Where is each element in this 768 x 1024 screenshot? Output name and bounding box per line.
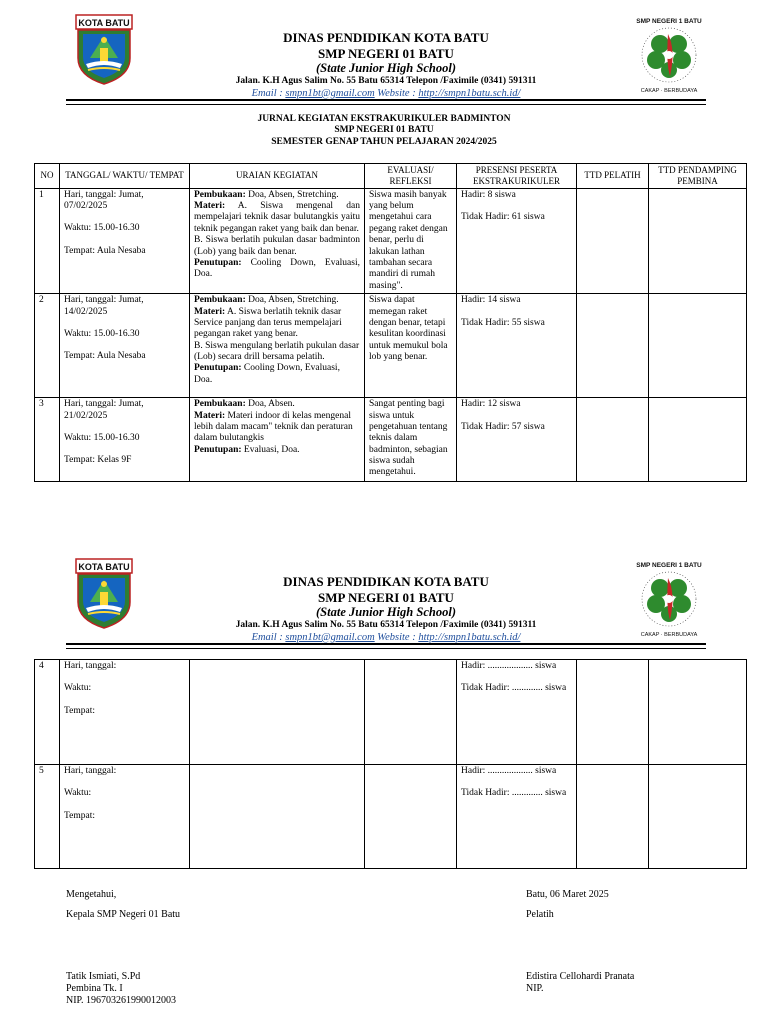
row-tempat: Tempat: Aula Nesaba [64, 245, 146, 256]
row-no: 2 [35, 294, 60, 398]
materi-text: Materi indoor di kelas mengenal lebih dalam macam" teknik dan peraturan dalam bulutangkis [194, 410, 353, 444]
svg-text:SMP NEGERI 1 BATU: SMP NEGERI 1 BATU [636, 18, 702, 25]
journal-title [66, 114, 702, 148]
penutupan-text: Cooling Down, Evaluasi, Doa. [194, 363, 340, 385]
row-evaluasi: Siswa dapat memegan raket dengan benar, tetapi kesulitan koordinasi untuk memukul bola lob yang benar. [365, 294, 457, 398]
row-hadir: Hadir: 14 siswa [461, 295, 521, 306]
row-tanggal [60, 765, 190, 869]
col-header-tanggal: TANGGAL/ WAKTU/ TEMPAT [60, 164, 190, 189]
row-tanggal [60, 660, 190, 765]
sign-left-line1: Mengetahui, [66, 889, 117, 900]
row-tempat: Tempat: Aula Nesaba [64, 351, 146, 362]
col-header-presensi: PRESENSI PESERTA EKSTRAKURIKULER [457, 164, 577, 189]
title-line-3: SEMESTER GENAP TAHUN PELAJARAN 2024/2025 [271, 136, 497, 147]
row-hari: Hari, tanggal: Jumat, 07/02/2025 [64, 189, 144, 211]
pembukaan-text: Doa, Absen. [245, 399, 295, 410]
row-no: 5 [35, 765, 60, 869]
kota-batu-logo [74, 14, 134, 86]
row-hari: Hari, tanggal: Jumat, 21/02/2025 [64, 399, 144, 421]
pembukaan-label: Pembukaan: [194, 399, 246, 410]
email-label: Email : [251, 631, 286, 643]
row-tempat: Tempat: [64, 810, 95, 821]
row-tempat: Tempat: Kelas 9F [64, 455, 132, 466]
row-waktu: Waktu: [64, 788, 92, 799]
title-line-2: SMP NEGERI 01 BATU [334, 125, 434, 136]
logo-left-text: KOTA BATU [78, 18, 130, 28]
website-link[interactable]: http://smpn1batu.sch.id/ [418, 87, 521, 99]
row-presensi [457, 398, 577, 482]
email-link[interactable]: smpn1bt@gmail.com [285, 631, 375, 643]
materi-text: A. Siswa berlatih teknik dasar Service panjang dan terus mempelajari pegangan raket yang benar. [194, 306, 342, 340]
table-header-row [35, 164, 747, 189]
penutupan-label: Penutupan: [194, 363, 242, 374]
row-tanggal [60, 294, 190, 398]
sign-right-name: Edistira Cellohardi Pranata [526, 971, 635, 982]
table-row [35, 294, 747, 398]
svg-text:SMP NEGERI 1 BATU: SMP NEGERI 1 BATU [636, 562, 702, 569]
row-hadir: Hadir: ................... siswa [461, 766, 557, 776]
school-header [156, 574, 616, 644]
col-header-no: NO [35, 164, 60, 189]
sign-right-date: Batu, 06 Maret 2025 [526, 889, 609, 900]
agency-name: DINAS PENDIDIKAN KOTA BATU [283, 30, 489, 45]
website-link[interactable]: http://smpn1batu.sch.id/ [418, 631, 521, 643]
sign-left-nip: NIP. 196703261990012003 [66, 995, 177, 1006]
smpn1-batu-logo [628, 14, 710, 96]
row-ttd-pelatih[interactable] [577, 398, 649, 482]
materi-label: Materi: [194, 410, 226, 421]
sign-left-rank: Pembina Tk. I [66, 983, 123, 994]
row-ttd-pelatih[interactable] [577, 188, 649, 294]
school-subtitle: (State Junior High School) [316, 61, 456, 76]
row-tidak-hadir: Tidak Hadir: 55 siswa [461, 317, 545, 328]
row-evaluasi[interactable] [365, 765, 457, 869]
signature-right-name-block [526, 971, 634, 995]
school-header [156, 30, 616, 100]
row-tidak-hadir: Tidak Hadir: ............. siswa [461, 788, 567, 799]
row-waktu: Waktu: [64, 683, 92, 694]
journal-table [34, 163, 747, 482]
row-tanggal [60, 188, 190, 294]
row-evaluasi: Sangat penting bagi siswa untuk pengetahuan tentang teknis dalam badminton, sebagian siswa sudah mengetahui. [365, 398, 457, 482]
row-hari: Hari, tanggal: [64, 766, 117, 776]
logo-left-text: KOTA BATU [78, 562, 130, 572]
penutupan-label: Penutupan: [194, 444, 242, 455]
row-uraian [190, 188, 365, 294]
pembukaan-text: Doa, Absen, Stretching. [245, 295, 339, 306]
title-line-1: JURNAL KEGIATAN EKSTRAKURIKULER BADMINTON [257, 114, 511, 124]
row-evaluasi: Siswa masih banyak yang belum mengetahui cara pegang raket dengan benar, perlu di lakukan lathan tambahan secara mandiri di rumah masing". [365, 188, 457, 294]
svg-text:CAKAP · BERBUDAYA: CAKAP · BERBUDAYA [640, 88, 698, 94]
header-rule [66, 99, 706, 105]
row-presensi [457, 294, 577, 398]
row-ttd-pelatih[interactable] [577, 660, 649, 765]
materi-b-text: B. Siswa berlatih pukulan dasar badminton (Lob) yang baik dan benar. [194, 235, 360, 257]
header-rule [66, 643, 706, 649]
row-no: 4 [35, 660, 60, 765]
row-ttd-pendamping[interactable] [649, 398, 747, 482]
school-name: SMP NEGERI 01 BATU [318, 589, 454, 605]
penutupan-text: Cooling Down, Evaluasi, Doa. [194, 257, 360, 280]
penutupan-label: Penutupan: [194, 257, 242, 268]
row-evaluasi[interactable] [365, 660, 457, 765]
row-uraian [190, 398, 365, 482]
letterhead-second [66, 556, 706, 652]
row-tidak-hadir: Tidak Hadir: ............. siswa [461, 683, 567, 694]
materi-text: A. Siswa mengenal dan mempelajari teknik dasar bulutangkis yaitu teknik pegangan raket yang baik dan benar. [194, 200, 360, 234]
signature-left-name-block [66, 971, 176, 1007]
col-header-ttd-pelatih: TTD PELATIH [577, 164, 649, 189]
table-row [35, 660, 747, 765]
row-tidak-hadir: Tidak Hadir: 57 siswa [461, 421, 545, 432]
materi-label: Materi: [194, 200, 226, 211]
school-address: Jalan. K.H Agus Salim No. 55 Batu 65314 Telepon /Faximile (0341) 591311 [235, 620, 537, 631]
signature-left [66, 889, 180, 921]
row-tempat: Tempat: [64, 705, 95, 716]
row-waktu: Waktu: 15.00-16.30 [64, 223, 140, 234]
pembukaan-label: Pembukaan: [194, 295, 246, 306]
school-address: Jalan. K.H Agus Salim No. 55 Batu 65314 Telepon /Faximile (0341) 591311 [235, 76, 537, 87]
sign-right-nip: NIP. [526, 983, 544, 994]
agency-name: DINAS PENDIDIKAN KOTA BATU [283, 574, 489, 589]
table-row [35, 765, 747, 869]
row-no: 1 [35, 188, 60, 294]
materi-label: Materi: [194, 306, 226, 317]
website-label: Website : [374, 87, 419, 99]
journal-table-continued [34, 659, 747, 869]
penutupan-text: Evaluasi, Doa. [241, 444, 300, 455]
sign-left-name: Tatik Ismiati, S.Pd [66, 971, 141, 982]
kota-batu-logo [74, 558, 134, 630]
row-no: 3 [35, 398, 60, 482]
row-hadir: Hadir: 8 siswa [461, 189, 516, 200]
row-ttd-pendamping[interactable] [649, 294, 747, 398]
materi-b-text: B. Siswa mengulang berlatih pukulan dasar (Lob) secara drill bersama pelatih. [194, 340, 360, 363]
letterhead-top [66, 12, 706, 108]
row-presensi [457, 765, 577, 869]
row-hadir: Hadir: ................... siswa [461, 661, 557, 671]
col-header-uraian: URAIAN KEGIATAN [190, 164, 365, 189]
table-row [35, 188, 747, 294]
row-ttd-pendamping[interactable] [649, 660, 747, 765]
row-ttd-pendamping[interactable] [649, 765, 747, 869]
row-uraian[interactable] [190, 765, 365, 869]
row-presensi [457, 188, 577, 294]
row-tanggal [60, 398, 190, 482]
row-presensi [457, 660, 577, 765]
row-hadir: Hadir: 12 siswa [461, 399, 521, 410]
school-subtitle: (State Junior High School) [316, 605, 456, 620]
row-hari: Hari, tanggal: Jumat, 14/02/2025 [64, 295, 144, 317]
school-name: SMP NEGERI 01 BATU [318, 45, 454, 61]
row-waktu: Waktu: 15.00-16.30 [64, 328, 140, 339]
col-header-evaluasi: EVALUASI/ REFLEKSI [365, 164, 457, 189]
email-label: Email : [251, 87, 286, 99]
row-uraian [190, 294, 365, 398]
svg-text:CAKAP · BERBUDAYA: CAKAP · BERBUDAYA [640, 632, 698, 638]
signature-right [526, 889, 609, 921]
table-row [35, 398, 747, 482]
row-tidak-hadir: Tidak Hadir: 61 siswa [461, 211, 545, 222]
sign-left-line2: Kepala SMP Negeri 01 Batu [66, 909, 181, 920]
row-ttd-pelatih[interactable] [577, 765, 649, 869]
sign-right-role: Pelatih [526, 909, 554, 920]
row-ttd-pelatih[interactable] [577, 294, 649, 398]
row-hari: Hari, tanggal: [64, 661, 117, 671]
row-ttd-pendamping[interactable] [649, 188, 747, 294]
col-header-ttd-pendamping: TTD PENDAMPING PEMBINA [649, 164, 747, 189]
row-waktu: Waktu: 15.00-16.30 [64, 432, 140, 443]
row-uraian[interactable] [190, 660, 365, 765]
email-link[interactable]: smpn1bt@gmail.com [285, 87, 375, 99]
smpn1-batu-logo [628, 558, 710, 640]
pembukaan-label: Pembukaan: [194, 189, 246, 200]
pembukaan-text: Doa, Absen, Stretching. [245, 189, 339, 200]
website-label: Website : [374, 631, 419, 643]
